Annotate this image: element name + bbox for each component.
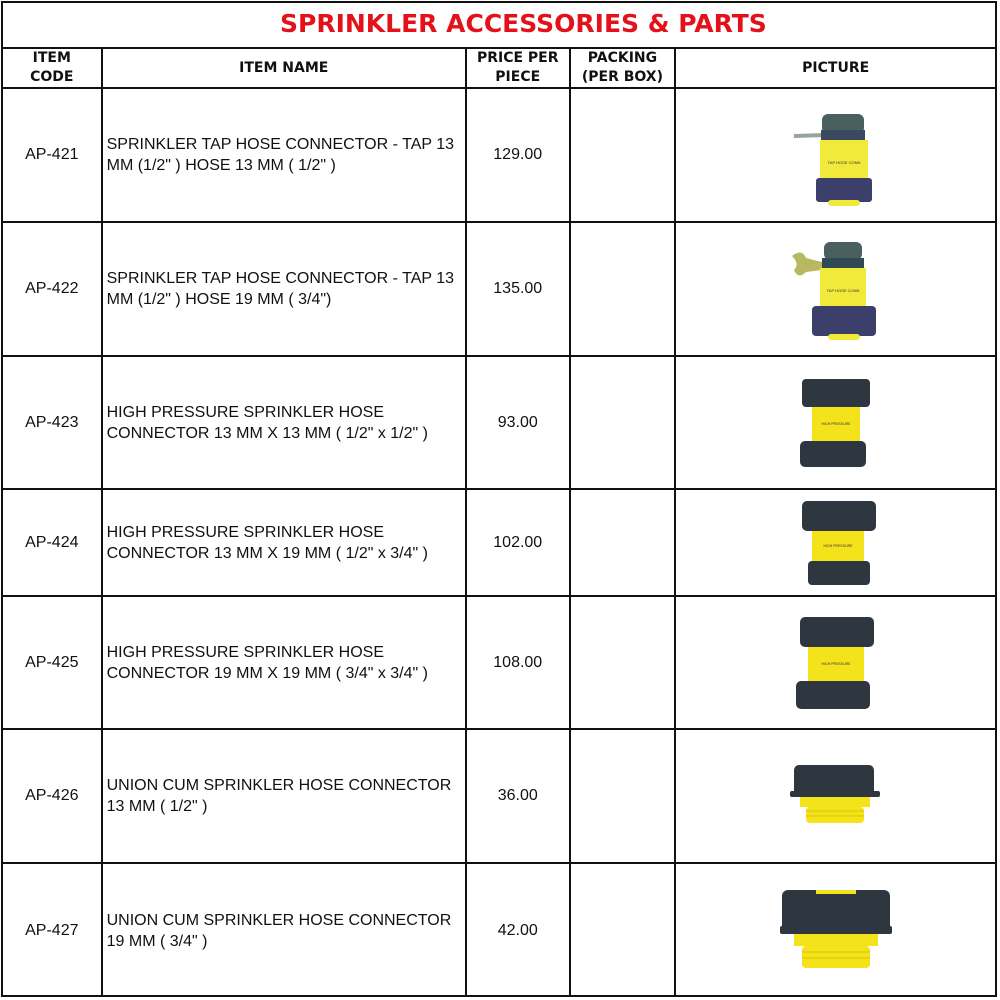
union-connector-icon <box>786 761 886 831</box>
item-picture <box>675 729 995 863</box>
price-table <box>3 47 995 997</box>
item-packing <box>570 729 676 863</box>
item-packing <box>570 222 676 356</box>
header-price: PRICE PER PIECE <box>466 48 570 88</box>
svg-text:HIGH PRESSURE: HIGH PRESSURE <box>823 543 853 548</box>
item-name: UNION CUM SPRINKLER HOSE CONNECTOR 19 MM ( 3/4" ) <box>102 863 466 997</box>
high-pressure-connector-icon <box>796 373 876 473</box>
svg-text:TAP HOSE CONN: TAP HOSE CONN <box>826 288 860 293</box>
item-name: SPRINKLER TAP HOSE CONNECTOR - TAP 13 MM (1/2" ) HOSE 19 MM ( 3/4") <box>102 222 466 356</box>
table-row <box>3 356 995 489</box>
table-row <box>3 863 995 997</box>
item-picture <box>675 863 995 997</box>
price-list-sheet <box>1 1 997 997</box>
high-pressure-connector-icon <box>796 497 876 589</box>
svg-text:TAP HOSE CONN: TAP HOSE CONN <box>827 160 861 165</box>
header-item-name: ITEM NAME <box>102 48 466 88</box>
header-packing: PACKING (PER BOX) <box>570 48 676 88</box>
tap-hose-connector-icon <box>776 100 896 210</box>
header-picture: PICTURE <box>675 48 995 88</box>
item-code: AP-421 <box>3 88 102 222</box>
item-price: 42.00 <box>466 863 570 997</box>
item-code: AP-424 <box>3 489 102 596</box>
table-row <box>3 88 995 222</box>
item-price: 102.00 <box>466 489 570 596</box>
item-price: 129.00 <box>466 88 570 222</box>
union-connector-large-icon <box>776 886 896 976</box>
item-code: AP-425 <box>3 596 102 729</box>
item-packing <box>570 88 676 222</box>
item-code: AP-427 <box>3 863 102 997</box>
item-picture <box>675 596 995 729</box>
page-title: SPRINKLER ACCESSORIES & PARTS <box>280 9 767 38</box>
item-name: SPRINKLER TAP HOSE CONNECTOR - TAP 13 MM (1/2" ) HOSE 13 MM ( 1/2" ) <box>102 88 466 222</box>
item-packing <box>570 863 676 997</box>
title-bar <box>3 3 995 49</box>
svg-text:HIGH PRESSURE: HIGH PRESSURE <box>821 421 851 426</box>
item-name: HIGH PRESSURE SPRINKLER HOSE CONNECTOR 13 MM X 13 MM ( 1/2" x 1/2" ) <box>102 356 466 489</box>
item-packing <box>570 489 676 596</box>
item-picture <box>675 222 995 356</box>
item-picture <box>675 356 995 489</box>
table-row <box>3 222 995 356</box>
tap-hose-connector-large-icon <box>776 234 896 344</box>
item-picture <box>675 489 995 596</box>
svg-text:HIGH PRESSURE: HIGH PRESSURE <box>821 661 851 666</box>
item-price: 135.00 <box>466 222 570 356</box>
item-name: HIGH PRESSURE SPRINKLER HOSE CONNECTOR 13 MM X 19 MM ( 1/2" x 3/4" ) <box>102 489 466 596</box>
table-header-row <box>3 48 995 88</box>
item-packing <box>570 596 676 729</box>
item-price: 36.00 <box>466 729 570 863</box>
item-price: 108.00 <box>466 596 570 729</box>
item-code: AP-422 <box>3 222 102 356</box>
item-code: AP-426 <box>3 729 102 863</box>
item-picture <box>675 88 995 222</box>
item-code: AP-423 <box>3 356 102 489</box>
table-row <box>3 596 995 729</box>
item-name: UNION CUM SPRINKLER HOSE CONNECTOR 13 MM ( 1/2" ) <box>102 729 466 863</box>
item-name: HIGH PRESSURE SPRINKLER HOSE CONNECTOR 19 MM X 19 MM ( 3/4" x 3/4" ) <box>102 596 466 729</box>
item-price: 93.00 <box>466 356 570 489</box>
item-packing <box>570 356 676 489</box>
header-item-code: ITEM CODE <box>3 48 102 88</box>
high-pressure-connector-icon <box>796 613 876 713</box>
table-row <box>3 729 995 863</box>
table-row <box>3 489 995 596</box>
